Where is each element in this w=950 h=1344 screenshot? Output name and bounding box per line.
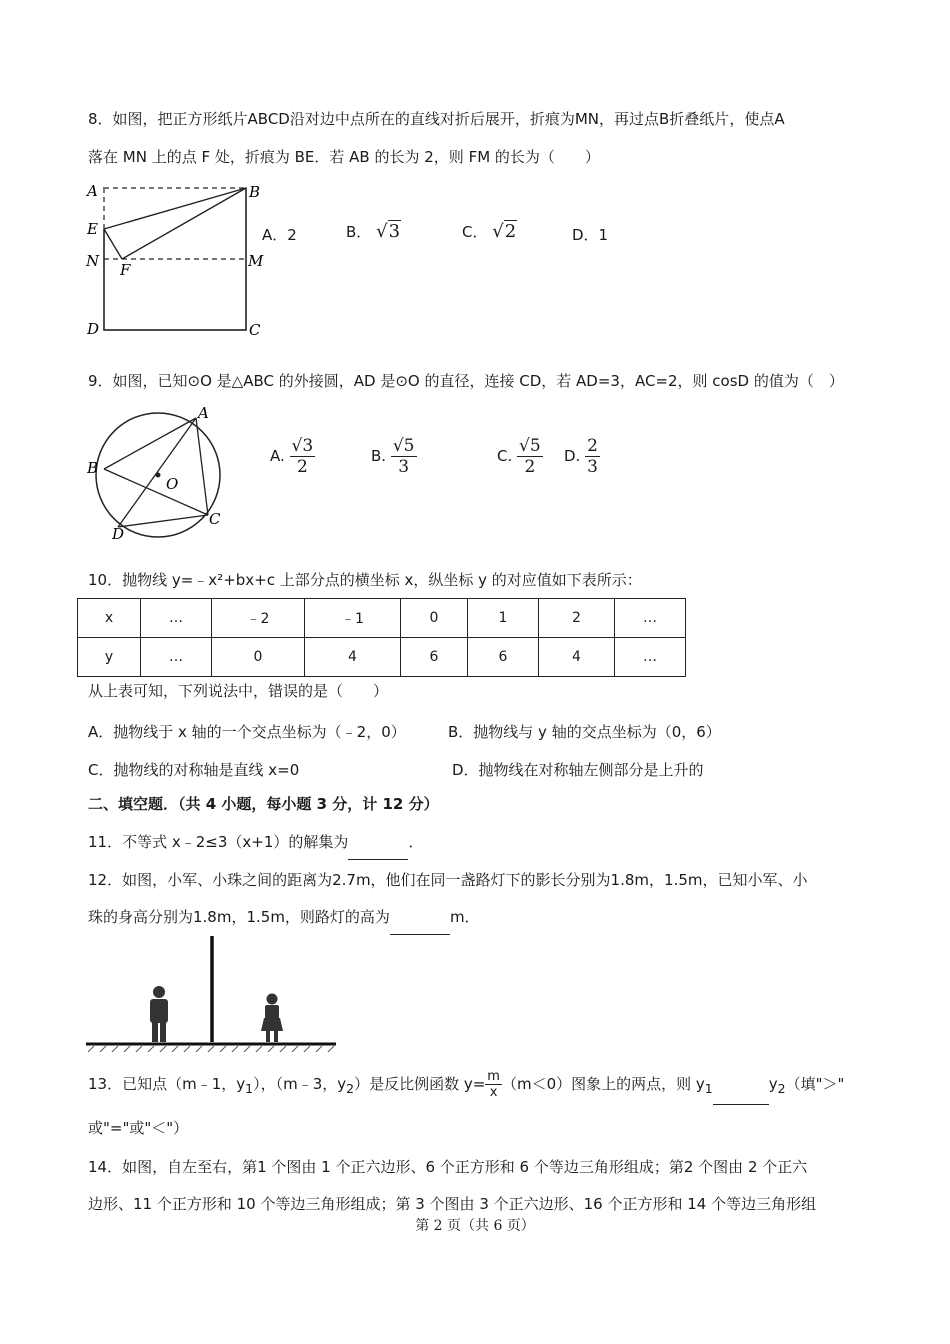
table-cell: ﹣2 (212, 599, 305, 638)
q13-part6: （填"＞" (785, 1075, 845, 1093)
q9-option-b-prefix: B. (371, 447, 387, 465)
q10-option-b[interactable]: B．抛物线与 y 轴的交点坐标为（0，6） (448, 723, 721, 741)
q12-streetlight-figure (84, 934, 346, 1054)
table-cell: … (141, 599, 212, 638)
label-B: B (87, 459, 99, 477)
table-cell: 6 (468, 638, 539, 677)
table-cell: … (615, 638, 686, 677)
q10-value-table (77, 598, 686, 677)
boy-silhouette (150, 986, 168, 1042)
page-footer: 第 2 页（共 6 页） (415, 1218, 535, 1234)
label-D: D (112, 525, 125, 542)
q13-fraction: $\frac{m}{x}$ (487, 1069, 500, 1100)
table-cell: 1 (468, 599, 539, 638)
table-row (78, 599, 686, 638)
q9-option-c-fraction: $\frac{√5}{2}$ (519, 436, 541, 477)
q13-sub4: 2 (777, 1081, 786, 1096)
q12-line1: 12．如图，小军、小珠之间的距离为2.7m，他们在同一盏路灯下的影长分别为1.8m，1.5m，已知小军、小 (88, 871, 808, 889)
q12-line2-end: m． (449, 908, 480, 926)
table-cell: x (78, 599, 141, 638)
q13-line2: 或"="或"＜"） (88, 1119, 189, 1137)
label-D: D (87, 320, 100, 338)
q12-line2-text: 珠的身高分别为1.8m，1.5m，则路灯的高为 (88, 908, 390, 926)
q9-option-a-fraction: $\frac{√3}{2}$ (291, 436, 314, 477)
q9-option-d[interactable] (564, 436, 600, 477)
label-C: C (209, 510, 221, 528)
q11 (88, 825, 878, 860)
table-cell: 0 (212, 638, 305, 677)
q8-line1: 8．如图，把正方形纸片ABCD沿对边中点所在的直线对折后展开，折痕为MN，再过点B折叠纸片，使点A (88, 110, 785, 128)
q8-option-c[interactable] (462, 221, 517, 242)
girl-silhouette (261, 994, 283, 1043)
q13-line1 (88, 1064, 878, 1109)
q14-line2: 边形、11 个正方形和 10 个等边三角形组成；第 3 个图由 3 个正六边形、16 个正方形和 14 个等边三角形组 (88, 1195, 817, 1213)
q8-option-b[interactable] (346, 221, 401, 242)
q13-part4: （m＜0）图象上的两点，则 y (501, 1075, 705, 1093)
table-cell: 4 (539, 638, 615, 677)
label-E: E (87, 220, 98, 238)
section-heading: 二、填空题．（共 4 小题，每小题 3 分，计 12 分） (88, 795, 439, 813)
q9-circle-figure (84, 402, 234, 542)
q13-part2: ），（m﹣3，y (253, 1075, 347, 1093)
answer-blank[interactable] (348, 825, 408, 860)
label-N: N (86, 252, 100, 270)
q9-option-a[interactable] (270, 436, 315, 477)
q8-option-c-prefix: C． (462, 223, 488, 241)
q11-end: ． (408, 833, 424, 851)
q9-option-c-prefix: C. (497, 447, 513, 465)
q13-part5: y (768, 1075, 778, 1093)
q12-line2 (88, 900, 878, 935)
label-M: M (248, 252, 264, 270)
q13-part3: ）是反比例函数 y= (354, 1075, 486, 1093)
q9-option-b[interactable] (371, 436, 417, 477)
q10-option-d[interactable]: D．抛物线在对称轴左侧部分是上升的 (452, 761, 704, 779)
q13-sub2: 2 (346, 1081, 355, 1096)
q13-part1: 13．已知点（m﹣1，y (88, 1075, 246, 1093)
table-cell: ﹣1 (305, 599, 401, 638)
label-C: C (249, 321, 261, 339)
q8-option-c-sqrt: √2 (492, 221, 517, 242)
table-cell: 0 (401, 599, 468, 638)
q9-option-c[interactable] (497, 436, 543, 477)
table-cell: 2 (539, 599, 615, 638)
answer-blank[interactable] (390, 900, 450, 935)
q10-option-c[interactable]: C．抛物线的对称轴是直线 x=0 (88, 761, 300, 779)
table-cell: 6 (401, 638, 468, 677)
q8-option-a[interactable]: A．2 (262, 226, 297, 244)
q8-option-d[interactable]: D．1 (572, 226, 609, 244)
q10-line1: 10．抛物线 y=﹣x²+bx+c 上部分点的横坐标 x，纵坐标 y 的对应值如下表所示： (88, 571, 642, 589)
table-row (78, 638, 686, 677)
q10-after: 从上表可知，下列说法中，错误的是（ ） (88, 682, 389, 700)
q9-line1: 9．如图，已知⊙O 是△ABC 的外接圆，AD 是⊙O 的直径，连接 CD，若 AD=3，AC=2，则 cosD 的值为（ ） (88, 372, 844, 390)
q8-option-b-sqrt: √3 (376, 221, 401, 242)
q8-option-b-prefix: B． (346, 223, 372, 241)
q13-sub3: 1 (704, 1081, 713, 1096)
table-cell: … (141, 638, 212, 677)
q13-sub1: 1 (245, 1081, 254, 1096)
answer-blank[interactable] (713, 1064, 769, 1105)
q9-option-a-prefix: A. (270, 447, 285, 465)
label-A: A (87, 182, 98, 200)
table-cell: y (78, 638, 141, 677)
q9-option-d-prefix: D. (564, 447, 581, 465)
q9-option-b-fraction: $\frac{√5}{3}$ (392, 436, 415, 477)
q14-line1: 14．如图，自左至右，第1 个图由 1 个正六边形、6 个正方形和 6 个等边三角形组成；第2 个图由 2 个正六 (88, 1158, 808, 1176)
q9-option-d-fraction: $\frac{2}{3}$ (587, 436, 598, 477)
label-A: A (198, 404, 209, 422)
label-O: O (166, 475, 179, 493)
table-cell: … (615, 599, 686, 638)
label-F: F (120, 261, 131, 279)
q11-text: 11．不等式 x﹣2≤3（x+1）的解集为 (88, 833, 349, 851)
q10-option-a[interactable]: A．抛物线于 x 轴的一个交点坐标为（﹣2，0） (88, 723, 406, 741)
q8-line2: 落在 MN 上的点 F 处，折痕为 BE．若 AB 的长为 2，则 FM 的长为（ ） (88, 148, 600, 166)
label-B: B (249, 183, 261, 201)
q8-square-figure (84, 180, 274, 340)
table-cell: 4 (305, 638, 401, 677)
